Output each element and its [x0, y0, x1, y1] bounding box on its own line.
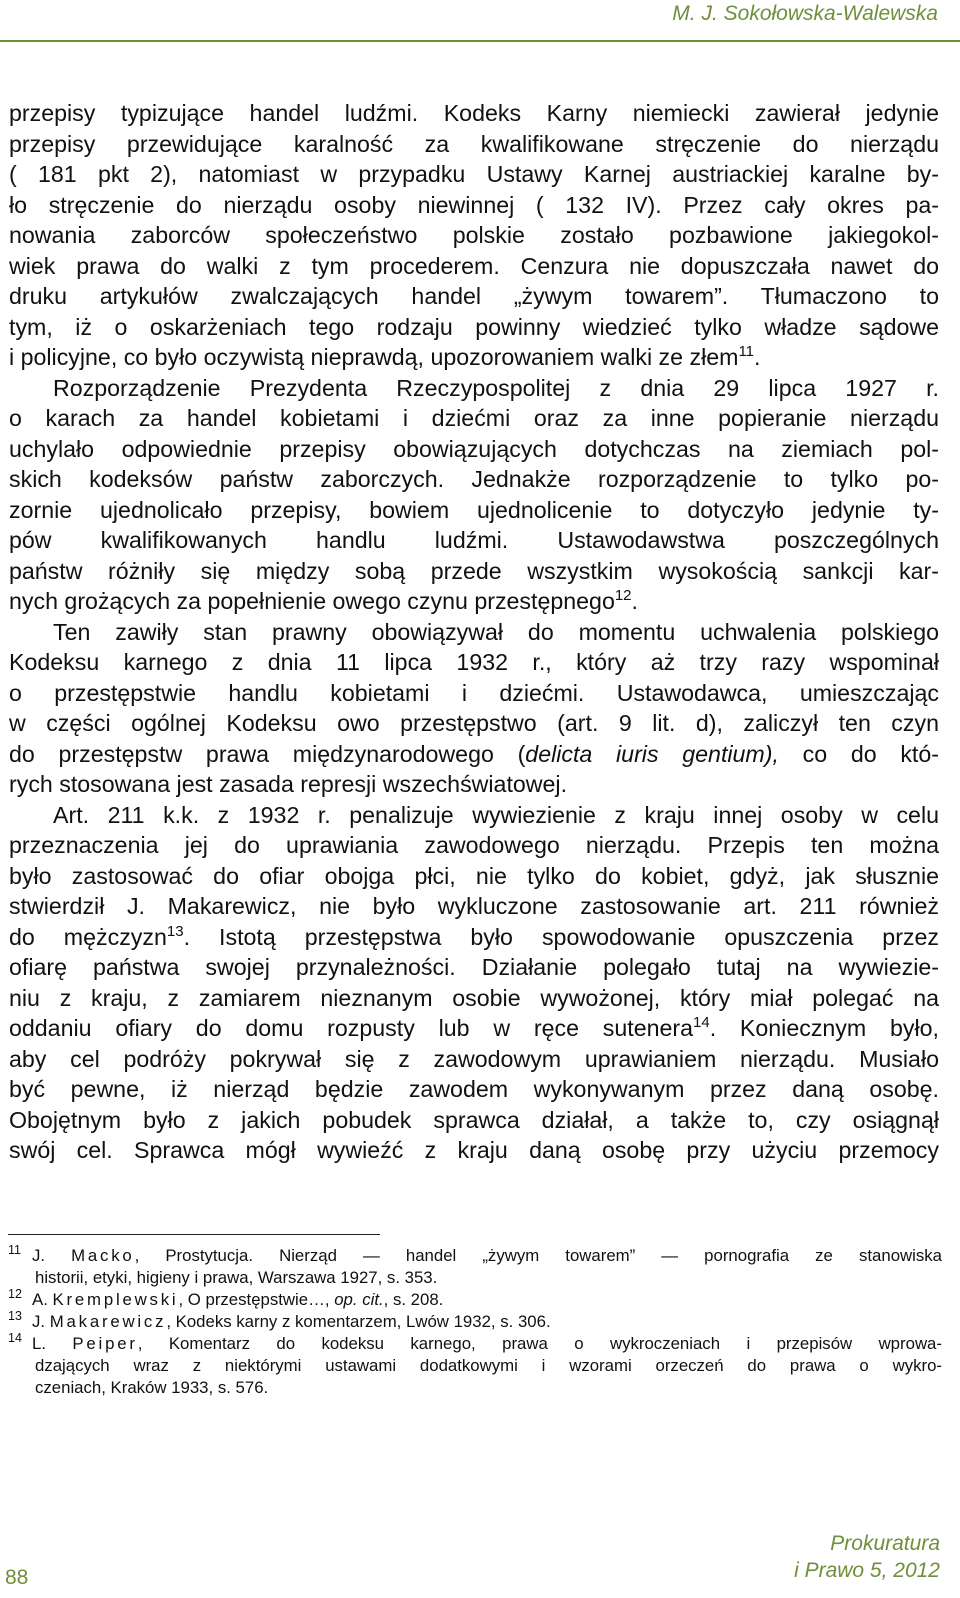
footnote-13: 13 J. Makarewicz, Kodeks karny z komentarzem, Lwów 1932, s. 306. — [8, 1309, 551, 1331]
body-line — [9, 739, 939, 770]
sentence-period: . — [754, 344, 761, 370]
body-line: aby cel podróży pokrywał się z zawodowym uprawianiem nierządu. Musiało — [9, 1045, 939, 1072]
footnote-ref-11: 11 — [738, 343, 755, 360]
footnote-ref-12: 12 — [614, 587, 632, 604]
footnote-11-cont: historii, etyki, higieny i prawa, Warszawa 1927, s. 353. — [35, 1268, 438, 1287]
footnote-text: , s. 208. — [383, 1290, 444, 1309]
body-line: ( 181 pkt 2), natomiast w przypadku Ustawy Karnej austriackiej karalne by- — [9, 161, 939, 187]
footnote-text: , Komentarz do kodeksu karnego, prawa o wykroczeniach i przepisów wprowa- — [137, 1334, 942, 1353]
body-line: uchylało odpowiednie przepisy obowiązujących dotychczas na ziemiach pol- — [9, 435, 939, 462]
page-number: 88 — [5, 1566, 29, 1589]
body-line: Obojętnym było z jakich pobudek sprawca działał, a także to, czy osiągnął — [9, 1106, 939, 1133]
body-line: druku artykułów zwalczających handel „żywym towarem”. Tłumaczono to — [9, 283, 939, 309]
footnote-italic: op. cit. — [334, 1290, 384, 1309]
sentence-period: . — [631, 588, 638, 614]
footnote-prefix: L. — [32, 1334, 73, 1353]
body-line-text: i policyjne, co było oczywistą nieprawdą, upozorowaniem walki ze złem — [9, 344, 739, 370]
body-line: stwierdził J. Makarewicz, nie było wykluczone zastosowanie art. 211 również — [9, 893, 939, 919]
body-line: rych stosowana jest zasada represji wszechświatowej. — [9, 771, 568, 797]
footnote-author: Macko — [71, 1246, 135, 1265]
body-line: swój cel. Sprawca mógł wywieźć z kraju daną osobę przy użyciu przemocy — [9, 1137, 939, 1163]
body-line: wiek prawa do walki z tym procederem. Cenzura nie dopuszczała nawet do — [9, 252, 939, 279]
body-line-text: nych grożących za popełnienie owego czynu przestępnego — [9, 588, 615, 614]
body-line-text: do przestępstw prawa międzynarodowego ( — [9, 740, 526, 767]
body-line: o przestępstwie handlu kobietami i dziećmi. Ustawodawca, umieszczając — [9, 679, 939, 706]
body-line: państw różniły się między sobą przede wszystkim wysokością sankcji kar- — [9, 557, 939, 584]
footnote-14-cont: czeniach, Kraków 1933, s. 576. — [35, 1378, 269, 1397]
footnote-author: Kremplewski — [52, 1290, 179, 1309]
body-line: Kodeksu karnego z dnia 11 lipca 1932 r., który aż trzy razy wspominał — [9, 649, 939, 675]
body-line: Rozporządzenie Prezydenta Rzeczypospolitej z dnia 29 lipca 1927 r. — [53, 374, 939, 401]
footnotes — [8, 1245, 942, 1399]
footnote-author: Peiper — [72, 1334, 138, 1353]
body-line: ofiarę państwa swojej przynależności. Działanie polegało tutaj na wywiezie- — [9, 954, 939, 980]
body-line — [9, 1013, 939, 1044]
body-line: ło stręczenie do nierządu osoby niewinnej ( 132 IV). Przez cały okres pa- — [9, 191, 939, 218]
footnote-author: Makarewicz — [49, 1312, 167, 1331]
body-line: pów kwalifikowanych handlu ludźmi. Ustawodawstwa poszczególnych — [9, 527, 939, 553]
body-line: przepisy typizujące handel ludźmi. Kodeks Karny niemiecki zawierał jedynie — [9, 100, 939, 126]
footnote-ref-14: 14 — [693, 1014, 710, 1031]
body-line: zornie ujednolicało przepisy, bowiem ujednolicenie to dotyczyło jedynie ty- — [9, 496, 939, 523]
body-line: niu z kraju, z zamiarem nieznanym osobie wywożonej, który miał polegać na — [9, 984, 939, 1011]
body-line: nowania zaborców społeczeństwo polskie zostało pozbawione jakiegokol- — [9, 222, 939, 248]
footnote-prefix: J. — [32, 1246, 72, 1265]
running-footer-journal — [794, 1530, 940, 1584]
body-text — [9, 98, 939, 1166]
running-header-author: M. J. Sokołowska-Walewska — [672, 2, 938, 25]
journal-issue: i Prawo 5, 2012 — [794, 1559, 940, 1582]
footnote-prefix: J. — [32, 1312, 50, 1331]
footnote-14-cont: dzających wraz z niektórymi ustawami dodatkowymi i wzorami orzeczeń do prawa o wykro- — [35, 1356, 942, 1375]
footnote-12: 12 A. Kremplewski, O przestępstwie…, op. cit., s. 208. — [8, 1287, 444, 1309]
body-line: w części ogólnej Kodeksu owo przestępstwo (art. 9 lit. d), zaliczył ten czyn — [9, 710, 939, 736]
footnote-14: 14 L. Peiper, Komentarz do kodeksu karnego, prawa o wykroczeniach i przepisów wprowa- — [8, 1331, 942, 1353]
body-line — [9, 342, 939, 373]
body-line: przeznaczenia jej do uprawiania zawodowego nierządu. Przepis ten można — [9, 832, 939, 858]
body-line-text: oddaniu ofiary do domu rozpusty lub w ręce sutenera — [9, 1015, 693, 1041]
body-line — [9, 586, 939, 617]
body-line: przepisy przewidujące karalność za kwalifikowane stręczenie do nierządu — [9, 130, 939, 157]
footnote-text: , Kodeks karny z komentarzem, Lwów 1932, s. 306. — [166, 1312, 551, 1331]
footnote-11: 11 J. Macko, Prostytucja. Nierząd — handel „żywym towarem” — pornografia ze stanowiska — [8, 1243, 942, 1265]
body-line — [9, 922, 939, 953]
body-line: o karach za handel kobietami i dziećmi oraz za inne popieranie nierządu — [9, 405, 939, 431]
footnote-ref-13: 13 — [166, 922, 184, 940]
body-line: było zastosować do ofiar obojga płci, nie tylko do kobiet, gdyż, jak słusznie — [9, 862, 939, 889]
body-line: skich kodeksów państw zaborczych. Jednakże rozporządzenie to tylko po- — [9, 466, 939, 492]
body-line: Art. 211 k.k. z 1932 r. penalizuje wywiezienie z kraju innej osoby w celu — [53, 801, 939, 828]
latin-term: delicta iuris gentium), — [525, 740, 779, 767]
footnote-text: , O przestępstwie…, — [178, 1290, 335, 1309]
journal-name: Prokuratura — [830, 1532, 940, 1555]
body-line-text: . Istotą przestępstwa było spowodowanie opuszczenia przez — [183, 923, 939, 950]
body-line: Ten zawiły stan prawny obowiązywał do momentu uchwalenia polskiego — [53, 618, 939, 645]
header-rule — [0, 40, 960, 42]
body-line-text: . Koniecznym było, — [709, 1015, 939, 1041]
body-line: być pewne, iż nierząd będzie zawodem wykonywanym przez daną osobę. — [9, 1076, 939, 1102]
footnote-rule — [8, 1234, 380, 1235]
footnote-prefix: A. — [32, 1290, 53, 1309]
footnote-text: , Prostytucja. Nierząd — handel „żywym towarem” — pornografia ze stanowiska — [134, 1246, 942, 1265]
body-line-text: co do któ- — [802, 740, 939, 767]
body-line-text: do mężczyzn — [9, 923, 167, 950]
body-line: tym, iż o oskarżeniach tego rodzaju powinny wiedzieć tylko władze sądowe — [9, 313, 939, 340]
